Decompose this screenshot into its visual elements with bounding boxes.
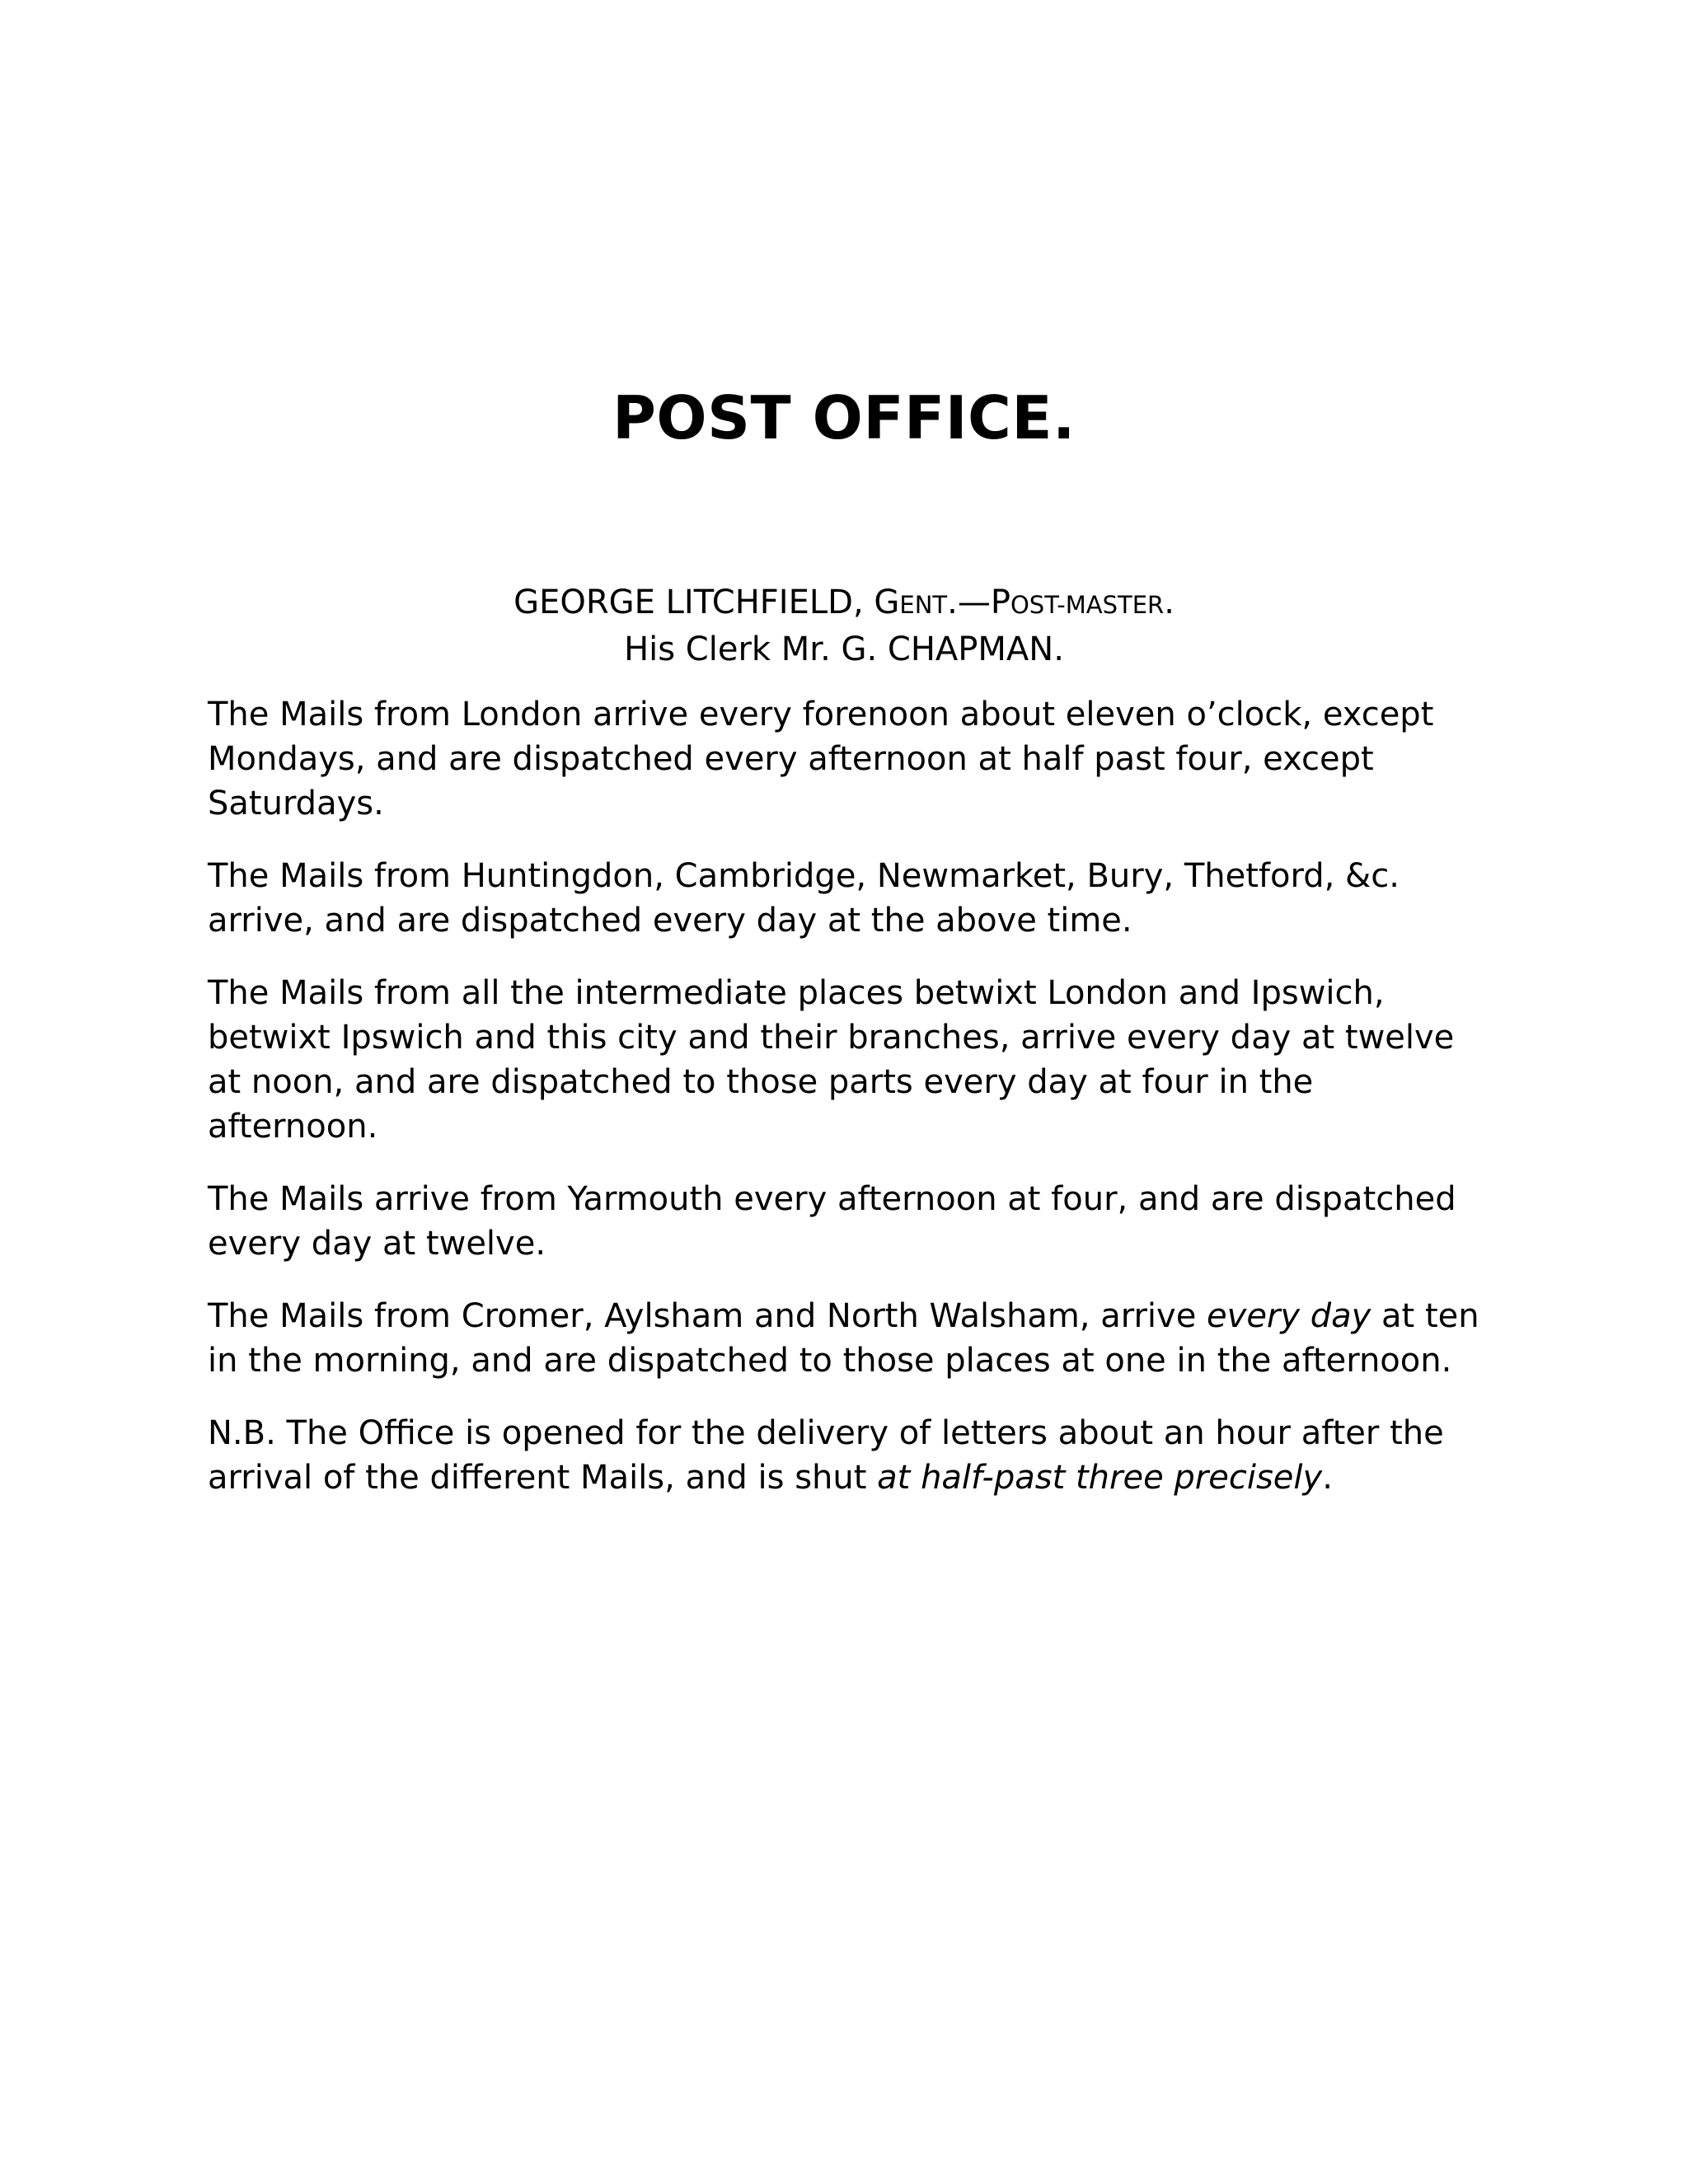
gent-smallcaps: ENT	[899, 591, 948, 619]
cromer-text-end: at ten in the morning, and are dispatched to those places at one in the afternoon.	[208, 1297, 1479, 1380]
postmaster-line	[0, 580, 1688, 627]
gent-initial: G	[874, 583, 900, 621]
nb-text-italic: at half-past three precisely	[877, 1459, 1323, 1497]
postmaster-smallcaps: OST-MASTER	[1010, 591, 1165, 619]
officers-block	[0, 580, 1688, 672]
paragraph-ipswich-mails: The Mails from all the intermediate places betwixt London and Ipswich, betwixt Ipswich and this city and their branches, arrive every day at twelve at noon, and are dispatched to those parts every day at four in the afternoon.	[208, 974, 1455, 1146]
paragraph-yarmouth-mails: The Mails arrive from Yarmouth every afternoon at four, and are dispatched every day at twelve.	[208, 1180, 1456, 1263]
nb-text-start: N.B. The Office is opened for the delivery of letters about an hour after the arrival of the different Mails, and is shut	[208, 1414, 1444, 1497]
paragraph-huntingdon-mails: The Mails from Huntingdon, Cambridge, Newmarket, Bury, Thetford, &c. arrive, and are dispatched every day at the above time.	[208, 857, 1400, 940]
postmaster-name: GEORGE LITCHFIELD,	[513, 583, 874, 621]
paragraph-london-mails: The Mails from London arrive every forenoon about eleven o’clock, except Mondays, and are dispatched every afternoon at half past four, except Saturdays.	[208, 696, 1434, 823]
nb-text-end: .	[1322, 1459, 1333, 1497]
clerk-line: His Clerk Mr. G. CHAPMAN.	[624, 630, 1064, 668]
page-title: POST OFFICE.	[612, 383, 1076, 452]
cromer-text-italic: every day	[1207, 1297, 1372, 1335]
body-text	[208, 692, 1493, 1528]
postmaster-end: .	[1164, 583, 1175, 621]
paragraph-cromer-mails	[208, 1294, 1493, 1383]
title-separator: .—	[947, 583, 991, 621]
cromer-text-start: The Mails from Cromer, Aylsham and North Walsham, arrive	[208, 1297, 1207, 1335]
postmaster-initial: P	[990, 583, 1010, 621]
paragraph-nota-bene	[208, 1411, 1493, 1500]
